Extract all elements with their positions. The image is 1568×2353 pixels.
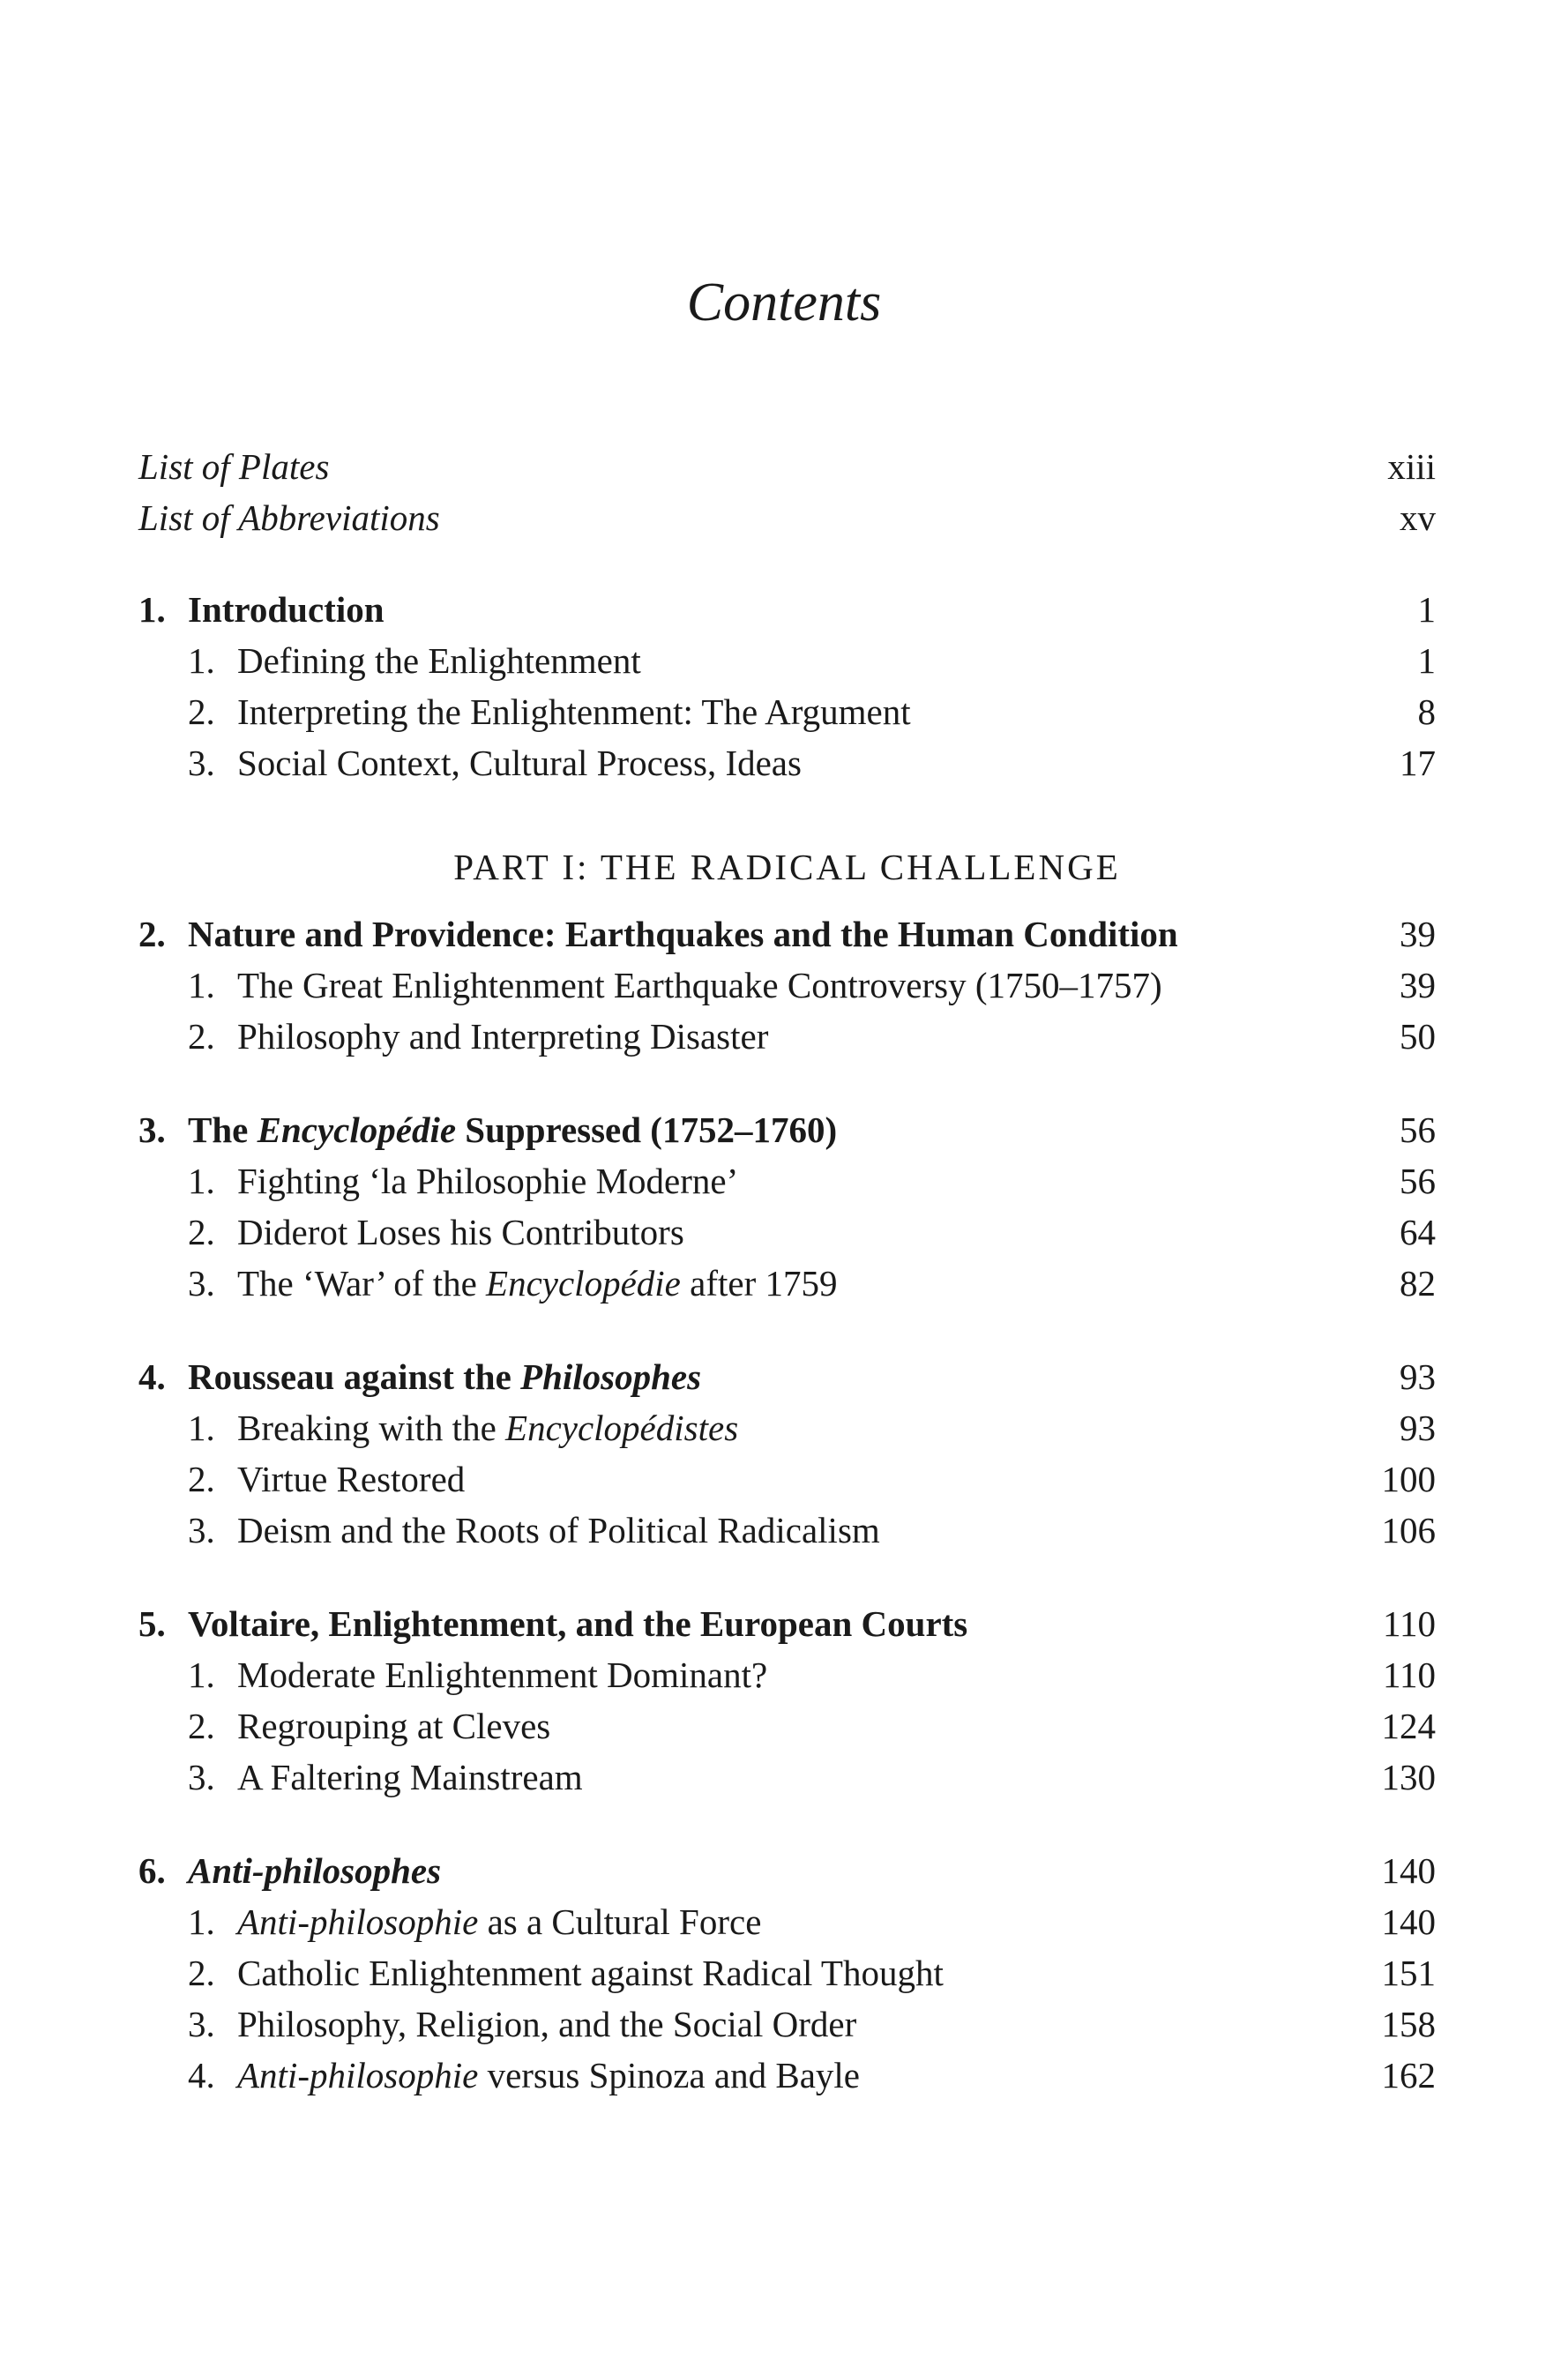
section-page: 140 (1381, 1901, 1436, 1942)
section-number: 1. (188, 640, 215, 681)
chapter-title: Nature and Providence: Earthquakes and the Human Condition (188, 914, 1178, 954)
section-title-post: versus Spinoza and Bayle (478, 2055, 860, 2095)
chapter-title-pre: Rousseau against the (188, 1356, 521, 1397)
chapter-number: 6. (138, 1850, 166, 1891)
section-page: 151 (1381, 1953, 1436, 1993)
section-title: Social Context, Cultural Process, Ideas (237, 743, 802, 783)
section-title: Deism and the Roots of Political Radicalism (237, 1510, 880, 1550)
section-page: 56 (1400, 1161, 1436, 1201)
toc-chapter-2[interactable] (138, 908, 1436, 960)
section-number: 1. (188, 1655, 215, 1695)
section-page: 1 (1417, 640, 1436, 681)
section-number: 2. (188, 1706, 215, 1746)
toc-section-6-1[interactable] (138, 1896, 1436, 1947)
chapter-number: 3. (138, 1109, 166, 1150)
section-title: Philosophy, Religion, and the Social Order (237, 2004, 857, 2044)
toc-section-5-2[interactable] (138, 1700, 1436, 1752)
section-number: 1. (188, 1408, 215, 1448)
entry-page: xiii (1387, 446, 1436, 487)
toc-chapter-1[interactable] (138, 584, 1436, 635)
toc-section-6-3[interactable] (138, 1998, 1436, 2050)
toc-section-4-1[interactable] (138, 1402, 1436, 1453)
section-page: 8 (1417, 691, 1436, 732)
section-page: 82 (1400, 1263, 1436, 1303)
section-page: 17 (1400, 743, 1436, 783)
toc-section-5-1[interactable] (138, 1649, 1436, 1700)
section-number: 2. (188, 1459, 215, 1499)
section-title-post: as a Cultural Force (478, 1901, 762, 1942)
section-number: 3. (188, 743, 215, 783)
toc-section-3-1[interactable] (138, 1155, 1436, 1206)
section-title: A Faltering Mainstream (237, 1757, 583, 1797)
section-title-italic: Encyclopédistes (505, 1408, 739, 1448)
section-title-pre: The ‘War’ of the (237, 1263, 487, 1303)
chapter-page: 1 (1417, 589, 1436, 630)
entry-title: List of Plates (138, 446, 330, 487)
toc-chapter-4[interactable] (138, 1351, 1436, 1402)
toc-section-1-1[interactable] (138, 635, 1436, 686)
section-number: 3. (188, 1263, 215, 1303)
toc-section-6-2[interactable] (138, 1947, 1436, 1998)
section-number: 4. (188, 2055, 215, 2095)
chapter-number: 2. (138, 914, 166, 954)
entry-page: xv (1400, 497, 1436, 538)
section-number: 2. (188, 1212, 215, 1252)
section-page: 124 (1381, 1706, 1436, 1746)
section-page: 93 (1400, 1408, 1436, 1448)
section-title: Moderate Enlightenment Dominant? (237, 1655, 768, 1695)
section-title: Diderot Loses his Contributors (237, 1212, 684, 1252)
page-title: Contents (686, 273, 882, 332)
section-title: Interpreting the Enlightenment: The Argument (237, 691, 911, 732)
toc-entry-list-of-plates[interactable] (138, 441, 1436, 492)
section-title: Regrouping at Cleves (237, 1706, 551, 1746)
chapter-page: 56 (1400, 1109, 1436, 1150)
section-number: 2. (188, 1953, 215, 1993)
toc-section-4-3[interactable] (138, 1505, 1436, 1556)
chapter-title-post: Suppressed (1752–1760) (456, 1109, 838, 1150)
chapter-title: Voltaire, Enlightenment, and the European Courts (188, 1603, 968, 1644)
section-number: 2. (188, 1016, 215, 1057)
toc-section-3-3[interactable] (138, 1258, 1436, 1309)
toc-section-2-1[interactable] (138, 960, 1436, 1011)
section-number: 3. (188, 2004, 215, 2044)
section-number: 1. (188, 1161, 215, 1201)
toc-section-3-2[interactable] (138, 1206, 1436, 1258)
section-page: 64 (1400, 1212, 1436, 1252)
section-title-italic: Anti-philosophie (237, 2055, 479, 2095)
part-heading: PART I: THE RADICAL CHALLENGE (453, 847, 1121, 887)
section-number: 1. (188, 965, 215, 1005)
section-page: 50 (1400, 1016, 1436, 1057)
chapter-title-italic: Encyclopédie (257, 1109, 457, 1150)
chapter-title: Introduction (188, 589, 385, 630)
section-page: 110 (1383, 1655, 1436, 1695)
section-page: 130 (1381, 1757, 1436, 1797)
entry-title: List of Abbreviations (138, 497, 440, 538)
section-title: Fighting ‘la Philosophie Moderne’ (237, 1161, 739, 1201)
section-page: 162 (1381, 2055, 1436, 2095)
chapter-number: 1. (138, 589, 166, 630)
section-title: Catholic Enlightenment against Radical Thought (237, 1953, 944, 1993)
toc-section-4-2[interactable] (138, 1453, 1436, 1505)
toc-chapter-6[interactable] (138, 1845, 1436, 1896)
chapter-number: 5. (138, 1603, 166, 1644)
section-page: 158 (1381, 2004, 1436, 2044)
section-number: 3. (188, 1510, 215, 1550)
toc-section-5-3[interactable] (138, 1752, 1436, 1803)
section-title: Philosophy and Interpreting Disaster (237, 1016, 769, 1057)
section-title: The Great Enlightenment Earthquake Controversy (1750–1757) (237, 965, 1162, 1005)
chapter-page: 93 (1400, 1356, 1436, 1397)
chapter-title-italic: Anti-philosophes (188, 1850, 442, 1891)
section-page: 39 (1400, 965, 1436, 1005)
chapter-title-pre: The (188, 1109, 258, 1150)
toc-section-6-4[interactable] (138, 2050, 1436, 2101)
toc-section-1-2[interactable] (138, 686, 1436, 737)
toc-entry-list-of-abbreviations[interactable] (138, 492, 1436, 543)
section-title-pre: Breaking with the (237, 1408, 506, 1448)
section-page: 100 (1381, 1459, 1436, 1499)
chapter-page: 140 (1381, 1850, 1436, 1891)
toc-section-2-2[interactable] (138, 1011, 1436, 1062)
section-title-italic: Anti-philosophie (237, 1901, 479, 1942)
table-of-contents (138, 441, 1436, 2101)
toc-chapter-5[interactable] (138, 1598, 1436, 1649)
section-number: 2. (188, 691, 215, 732)
toc-section-1-3[interactable] (138, 737, 1436, 788)
chapter-page: 110 (1383, 1603, 1436, 1644)
section-title-italic: Encyclopédie (486, 1263, 681, 1303)
toc-chapter-3[interactable] (138, 1104, 1436, 1155)
section-page: 106 (1381, 1510, 1436, 1550)
section-title-post: after 1759 (680, 1263, 838, 1303)
chapter-page: 39 (1400, 914, 1436, 954)
chapter-title-italic: Philosophes (520, 1356, 702, 1397)
section-title: Defining the Enlightenment (237, 640, 641, 681)
chapter-number: 4. (138, 1356, 166, 1397)
section-title: Virtue Restored (237, 1459, 466, 1499)
section-number: 3. (188, 1757, 215, 1797)
section-number: 1. (188, 1901, 215, 1942)
